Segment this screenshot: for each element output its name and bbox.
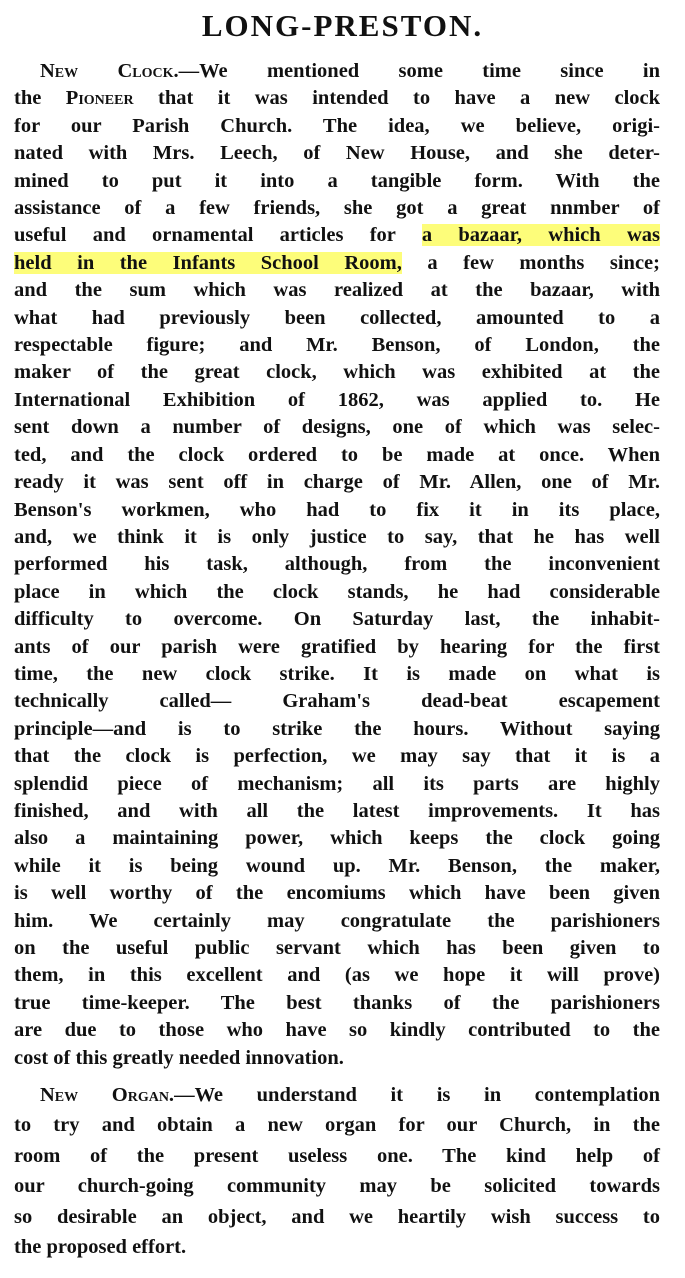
article-title: LONG-PRESTON. [201,8,484,43]
text-line [14,908,660,935]
text-segment: International Exhibition of 1862, was applied to. He [14,388,660,411]
text-line [14,524,660,551]
text-segment: difficulty to overcome. On Saturday last, the inhabit- [14,608,660,631]
section-heading: New Clock. [40,60,179,82]
text-segment: Benson's workmen, who had to fix it in its place, [14,498,660,521]
text-line [14,771,660,798]
text-line [14,250,660,277]
text-segment: him. We certainly may congratulate the parishioners [14,909,660,932]
text-segment: ted, and the clock ordered to be made at once. When [14,443,660,466]
text-segment: maker of the great clock, which was exhibited at the [14,361,660,384]
text-line [14,85,660,112]
text-segment: ready it was sent off in charge of Mr. Allen, one of Mr. [14,471,660,494]
text-segment: respectable figure; and Mr. Benson, of London, the [14,334,660,357]
text-segment: ants of our parish were gratified by hearing for the first [14,635,660,658]
text-segment: and, we think it is only justice to say, that he has well [14,525,660,548]
text-line [14,1202,660,1232]
text-line [14,716,660,743]
text-segment: —We mentioned some time since in [178,60,660,82]
text-segment: what had previously been collected, amounted to a [14,306,660,329]
text-segment: technically called— Graham's dead-beat escapement [14,690,660,713]
text-line [14,387,660,414]
text-segment: place in which the clock stands, he had considerable [14,580,660,603]
text-line [14,359,660,386]
text-line [14,168,660,195]
text-segment: is well worthy of the encomiums which have been given [14,882,660,905]
text-segment: a few months since; [401,251,660,274]
highlighted-text: held in the Infants School Room, [14,251,402,274]
text-segment: assistance of a few friends, she got a great nnmber of [14,197,660,220]
text-line [14,1017,660,1044]
text-line [14,990,660,1017]
text-segment: that the clock is perfection, we may say that it is a [14,745,660,768]
text-line [14,497,660,524]
text-line [14,825,660,852]
highlighted-text: a bazaar, which was [421,224,660,247]
paragraph-new-clock [14,58,660,1072]
text-segment: principle—and is to strike the hours. Without saying [14,717,660,740]
text-segment: to try and obtain a new organ for our Church, in the [14,1114,660,1137]
text-segment: performed his task, although, from the inconvenient [14,553,660,576]
section-heading: Pioneer [65,87,134,110]
text-line [14,195,660,222]
text-segment: finished, and with all the latest improvements. It has [14,799,660,822]
paragraph-new-organ [14,1080,660,1262]
text-line [14,1080,660,1110]
text-segment: also a maintaining power, which keeps the clock going [14,827,660,850]
text-line [14,606,660,633]
text-segment: that it was intended to have a new clock [133,87,661,110]
text-line [14,140,660,167]
text-segment: true time-keeper. The best thanks of the parishioners [14,991,660,1014]
text-line [14,1110,660,1140]
text-segment: so desirable an object, and we heartily wish success to [14,1205,660,1228]
text-segment: sent down a number of designs, one of which was selec- [14,416,660,439]
text-segment: the [14,87,66,110]
text-line [14,743,660,770]
text-line [14,1141,660,1171]
text-segment: useful and ornamental articles for [14,224,422,247]
text-line [14,634,660,661]
text-line [14,880,660,907]
text-line [14,442,660,469]
text-segment: nated with Mrs. Leech, of New House, and she deter- [14,142,660,165]
text-line [14,688,660,715]
text-line [14,58,660,85]
text-line [14,332,660,359]
text-segment: on the useful public servant which has been given to [14,937,660,959]
text-segment: time, the new clock strike. It is made on what is [14,662,660,685]
text-line [14,551,660,578]
text-line [14,305,660,332]
text-line [14,853,660,880]
text-segment: are due to those who have so kindly contributed to the [14,1019,660,1042]
text-line [14,935,660,962]
text-segment: while it is being wound up. Mr. Benson, the maker, [14,854,660,877]
text-line [14,962,660,989]
text-segment: splendid piece of mechanism; all its parts are highly [14,772,660,795]
text-line [14,222,660,249]
text-line [14,1171,660,1201]
text-segment: and the sum which was realized at the bazaar, with [14,279,660,302]
text-line [14,579,660,606]
text-line [14,414,660,441]
text-line [14,277,660,304]
text-line [14,1045,660,1072]
text-segment: —We understand it is in contemplation [174,1084,660,1106]
text-line [14,798,660,825]
text-segment: mined to put it into a tangible form. With the [14,169,660,192]
text-segment: for our Parish Church. The idea, we believe, origi- [14,114,660,137]
text-segment: our church-going community may be solicited towards [14,1175,660,1198]
section-heading: New Organ. [40,1084,175,1106]
text-line [14,1232,660,1262]
text-segment: cost of this greatly needed innovation. [14,1046,344,1069]
text-line [14,113,660,140]
text-segment: them, in this excellent and (as we hope it will prove) [14,964,660,987]
text-segment: the proposed effort. [14,1236,187,1259]
text-line [14,661,660,688]
text-line [14,469,660,496]
text-segment: room of the present useless one. The kind help of [14,1144,660,1167]
